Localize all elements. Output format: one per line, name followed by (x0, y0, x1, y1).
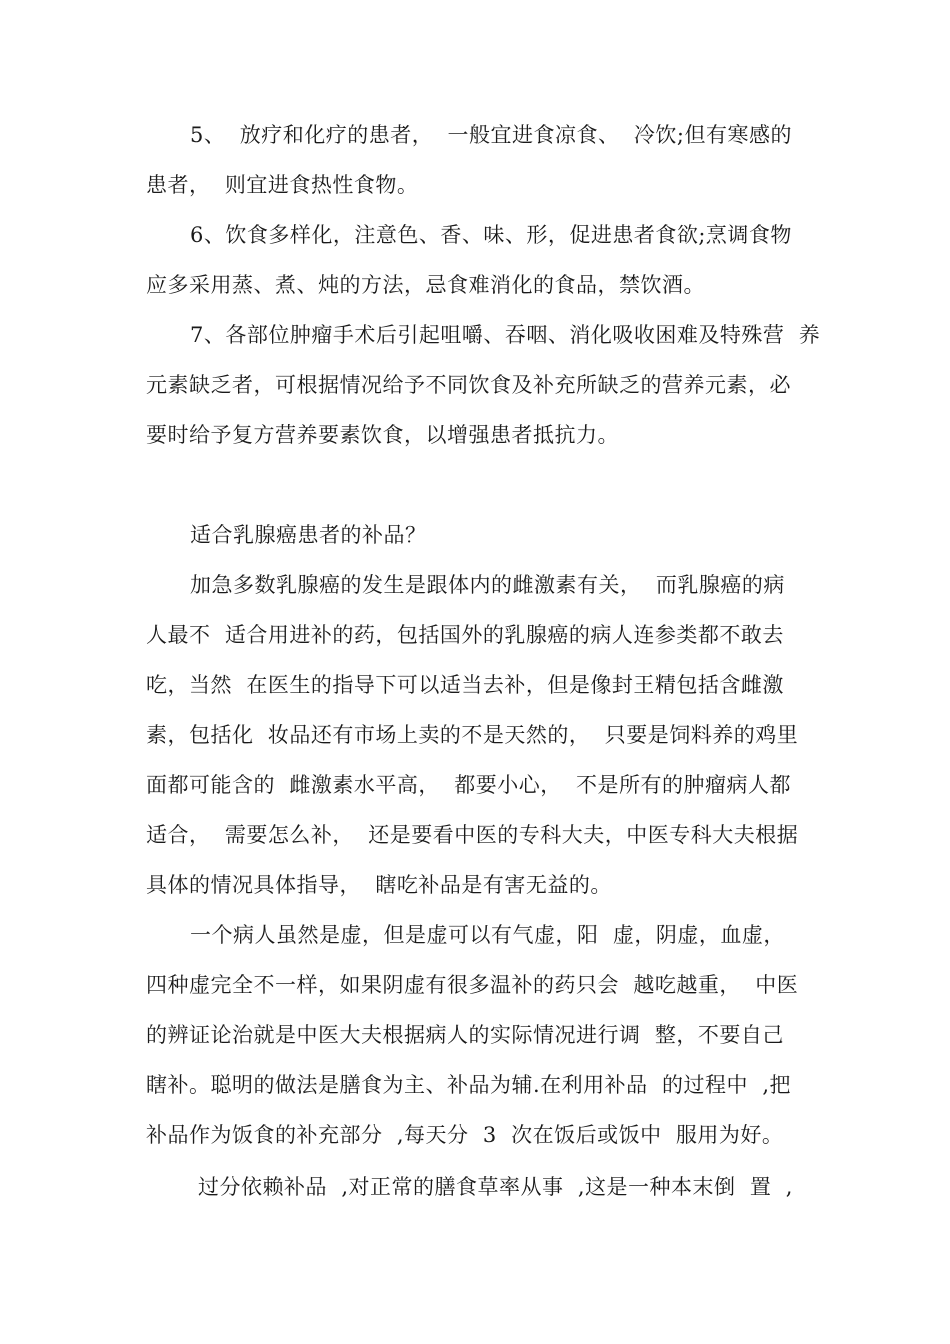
section-heading: 适合乳腺癌患者的补品？ (190, 523, 427, 547)
para-1-line-4: 素，包括化 妆品还有市场上卖的不是天然的， 只要是饲料养的鸡里 (146, 723, 799, 747)
item-5-line-2: 患者， 则宜进食热性食物。 (146, 173, 419, 197)
item-7-line-1: 7、各部位肿瘤手术后引起咀嚼、吞咽、消化吸收困难及特殊营 养 (190, 323, 821, 347)
item-5-line-1: 5、 放疗和化疗的患者， 一般宜进食凉食、 冷饮;但有寒感的 (190, 123, 792, 147)
para-2-line-1: 一个病人虽然是虚，但是虚可以有气虚，阳 虚，阴虚，血虚， (190, 923, 785, 947)
para-2-line-4: 瞎补。聪明的做法是膳食为主、补品为辅.在利用补品 的过程中 ,把 (146, 1073, 792, 1097)
item-7-line-2: 元素缺乏者，可根据情况给予不同饮食及补充所缺乏的营养元素，必 (146, 373, 791, 397)
para-1-line-6: 适合， 需要怎么补， 还是要看中医的专科大夫，中医专科大夫根据 (146, 823, 799, 847)
para-1-line-2: 人最不 适合用进补的药，包括国外的乳腺癌的病人连参类都不敢去 (146, 623, 784, 647)
para-1-line-1: 加急多数乳腺癌的发生是跟体内的雌激素有关， 而乳腺癌的病 (190, 573, 785, 597)
para-2-line-5: 补品作为饭食的补充部分 ,每天分 3 次在饭后或饭中 服用为好。 (146, 1123, 784, 1147)
para-3-line-1: 过分依赖补品 ,对正常的膳食草率从事 ,这是一种本末倒 置 , (198, 1175, 793, 1199)
item-6-line-2: 应多采用蒸、煮、炖的方法，忌食难消化的食品，禁饮酒。 (146, 273, 705, 297)
para-1-line-3: 吃，当然 在医生的指导下可以适当去补，但是像封王精包括含雌激 (146, 673, 784, 697)
para-1-line-5: 面都可能含的 雌激素水平高， 都要小心， 不是所有的肿瘤病人都 (146, 773, 792, 797)
item-7-line-3: 要时给予复方营养要素饮食，以增强患者抵抗力。 (146, 423, 619, 447)
para-1-line-7: 具体的情况具体指导， 瞎吃补品是有害无益的。 (146, 873, 612, 897)
item-6-line-1: 6、饮食多样化，注意色、香、味、形，促进患者食欲;烹调食物 (190, 223, 792, 247)
para-2-line-3: 的辨证论治就是中医大夫根据病人的实际情况进行调 整，不要自己 (146, 1023, 784, 1047)
para-2-line-2: 四种虚完全不一样，如果阴虚有很多温补的药只会 越吃越重， 中医 (146, 973, 799, 997)
